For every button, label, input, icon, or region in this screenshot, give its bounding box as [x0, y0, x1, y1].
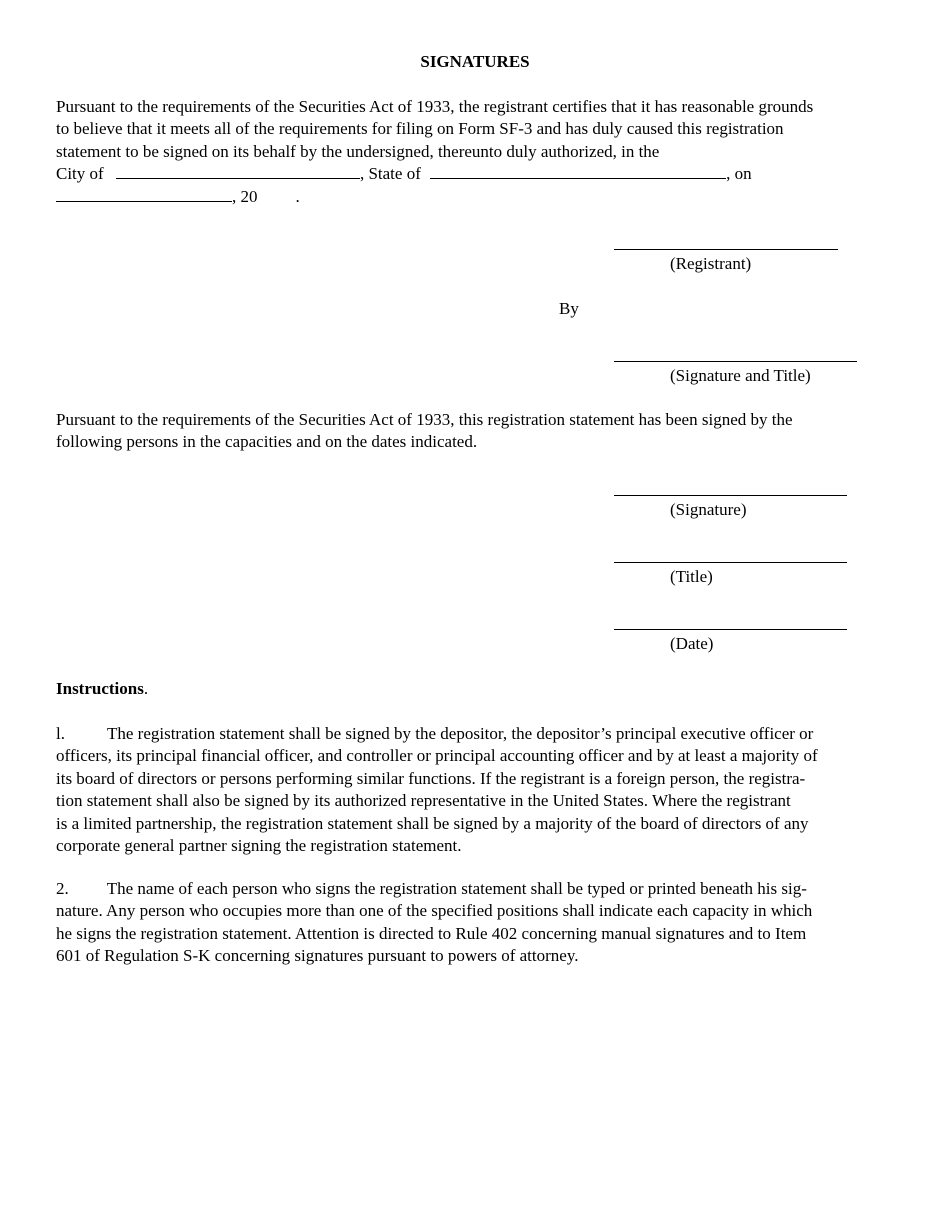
- page-title: SIGNATURES: [420, 52, 530, 71]
- date-signature-line[interactable]: [614, 629, 847, 630]
- by-label: By: [559, 299, 579, 318]
- signed-by-paragraph: [56, 409, 892, 454]
- title-label: (Title): [670, 567, 713, 586]
- instructions-heading: [56, 678, 148, 700]
- paragraph-line: is a limited partnership, the registration statement shall be signed by a majority of the board of directors of any: [56, 813, 809, 833]
- date-field[interactable]: [56, 186, 232, 202]
- paragraph-line: nature. Any person who occupies more than one of the specified positions shall indicate each capacity in which: [56, 901, 813, 921]
- registrant-signature-line[interactable]: [614, 249, 838, 250]
- state-label: , State of: [359, 164, 421, 184]
- date-label: (Date): [670, 634, 714, 653]
- registrant-label: (Registrant): [670, 254, 752, 273]
- instructions-heading-text: Instructions: [56, 679, 144, 698]
- instruction-item-1: [56, 723, 892, 857]
- paragraph-line: following persons in the capacities and on the dates indicated.: [56, 432, 478, 452]
- signature-line[interactable]: [614, 495, 847, 496]
- on-label: , on: [726, 164, 752, 184]
- signature-and-title-label: (Signature and Title): [670, 366, 811, 385]
- date-end-period: .: [295, 186, 300, 206]
- paragraph-line: Pursuant to the requirements of the Securities Act of 1933, the registrant certifies that it has reasonable grounds: [56, 97, 814, 116]
- item-2-number: 2.: [56, 879, 69, 898]
- paragraph-line: The name of each person who signs the registration statement shall be typed or printed beneath his sig-: [106, 879, 807, 898]
- paragraph-line: to believe that it meets all of the requirements for filing on Form SF-3 and has duly caused this registration: [56, 119, 784, 139]
- paragraph-line: tion statement shall also be signed by its authorized representative in the United States. Where the registrant: [56, 791, 791, 811]
- paragraph-line: its board of directors or persons performing similar functions. If the registrant is a foreign person, the registra-: [56, 768, 806, 788]
- paragraph-line: 601 of Regulation S-K concerning signatures pursuant to powers of attorney.: [56, 946, 579, 966]
- year-label: , 20: [232, 186, 258, 206]
- city-field[interactable]: [116, 163, 360, 179]
- paragraph-line: statement to be signed on its behalf by the undersigned, thereunto duly authorized, in the: [56, 141, 660, 161]
- city-label: City of: [56, 164, 104, 184]
- state-field[interactable]: [430, 163, 726, 179]
- instruction-item-2: [56, 878, 892, 968]
- paragraph-line: he signs the registration statement. Attention is directed to Rule 402 concerning manual signatures and to Item: [56, 923, 807, 943]
- paragraph-line: corporate general partner signing the registration statement.: [56, 835, 462, 855]
- paragraph-line: officers, its principal financial officer, and controller or principal accounting officer and by at least a majority of: [56, 746, 818, 766]
- signature-and-title-line[interactable]: [614, 361, 857, 362]
- date-line: [56, 186, 892, 208]
- item-1-number: l.: [56, 724, 65, 743]
- title-line[interactable]: [614, 562, 847, 563]
- certification-paragraph: [56, 96, 892, 208]
- paragraph-line: The registration statement shall be signed by the depositor, the depositor’s principal executive officer or: [106, 724, 814, 743]
- instructions-heading-period: .: [143, 679, 149, 698]
- city-state-line: [56, 163, 892, 185]
- signature-label: (Signature): [670, 500, 747, 519]
- paragraph-line: Pursuant to the requirements of the Securities Act of 1933, this registration statement has been signed by the: [56, 410, 793, 429]
